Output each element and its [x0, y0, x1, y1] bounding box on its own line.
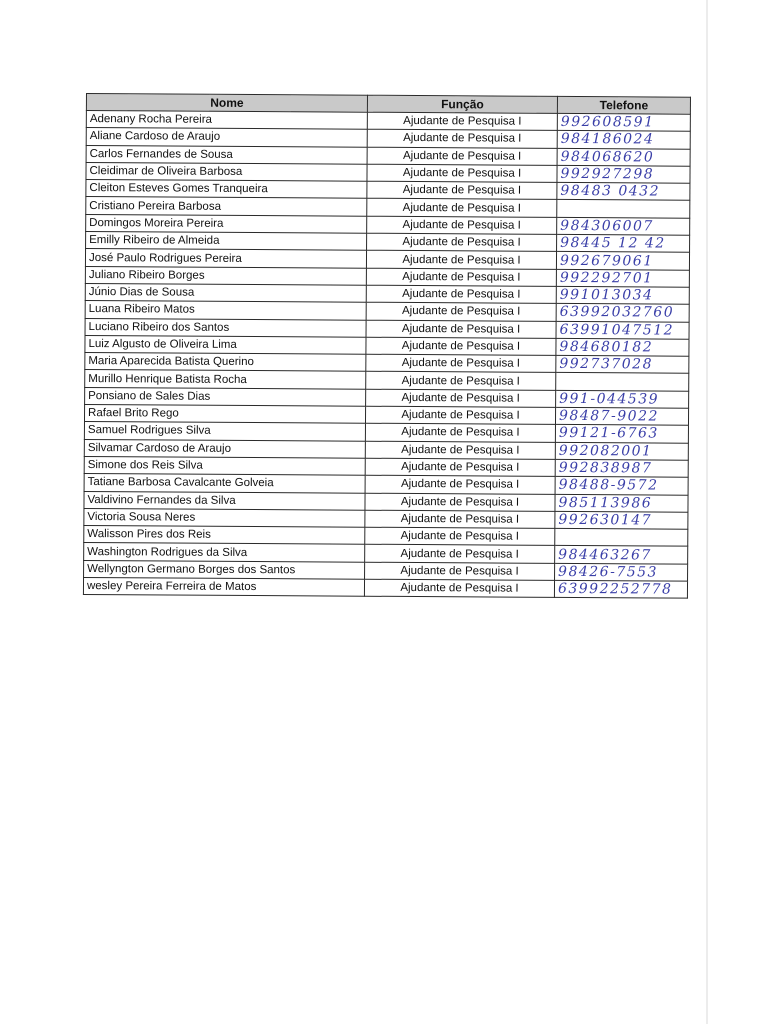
name-cell: Aliane Cardoso de Araujo — [86, 128, 367, 147]
phone-cell: 992630147 — [555, 511, 688, 529]
phone-cell: 992082001 — [555, 442, 688, 460]
function-cell: Ajudante de Pesquisa I — [365, 562, 555, 580]
function-cell: Ajudante de Pesquisa I — [364, 579, 554, 597]
function-cell: Ajudante de Pesquisa I — [365, 527, 555, 545]
phone-cell: 98487-9022 — [555, 407, 688, 425]
phone-cell: 992927298 — [557, 165, 690, 183]
function-cell: Ajudante de Pesquisa I — [367, 216, 557, 234]
phone-cell: 63992252778 — [554, 580, 687, 598]
name-cell: wesley Pereira Ferreira de Matos — [83, 578, 364, 597]
name-cell: Washington Rodrigues da Silva — [84, 543, 365, 562]
phone-cell: 984306007 — [557, 217, 690, 235]
function-cell: Ajudante de Pesquisa I — [367, 233, 557, 251]
header-funcao: Função — [367, 95, 557, 113]
function-cell: Ajudante de Pesquisa I — [365, 493, 555, 511]
function-cell: Ajudante de Pesquisa I — [367, 199, 557, 217]
phone-cell: 63992032760 — [556, 304, 689, 322]
name-cell: Ponsiano de Sales Dias — [85, 387, 366, 406]
function-cell: Ajudante de Pesquisa I — [366, 251, 556, 269]
function-cell: Ajudante de Pesquisa I — [365, 545, 555, 563]
name-cell: Victoria Sousa Neres — [84, 508, 365, 527]
function-cell: Ajudante de Pesquisa I — [365, 458, 555, 476]
phone-cell: 984068620 — [557, 148, 690, 166]
page-edge-shadow — [706, 0, 708, 1024]
phone-cell: 98483 0432 — [557, 183, 690, 201]
name-cell: Wellyngton Germano Borges dos Santos — [84, 560, 365, 579]
phone-cell — [556, 373, 689, 391]
phone-cell: 991013034 — [556, 286, 689, 304]
name-cell: Adenany Rocha Pereira — [86, 111, 367, 130]
name-cell: Cleiton Esteves Gomes Tranqueira — [86, 180, 367, 199]
function-cell: Ajudante de Pesquisa I — [366, 354, 556, 372]
function-cell: Ajudante de Pesquisa I — [365, 475, 555, 493]
phone-cell: 98445 12 42 — [557, 234, 690, 252]
name-cell: Murillo Henrique Batista Rocha — [85, 370, 366, 389]
name-cell: Luana Ribeiro Matos — [85, 301, 366, 320]
header-nome: Nome — [86, 94, 367, 113]
name-cell: Luiz Algusto de Oliveira Lima — [85, 335, 366, 354]
name-cell: José Paulo Rodrigues Pereira — [85, 249, 366, 268]
phone-cell: 992292701 — [556, 269, 689, 287]
name-cell: Juliano Ribeiro Borges — [85, 266, 366, 285]
name-cell: Walisson Pires dos Reis — [84, 526, 365, 545]
name-cell: Rafael Brito Rego — [84, 405, 365, 424]
function-cell: Ajudante de Pesquisa I — [365, 510, 555, 528]
function-cell: Ajudante de Pesquisa I — [367, 181, 557, 199]
phone-cell — [557, 200, 690, 218]
name-cell: Silvamar Cardoso de Araujo — [84, 439, 365, 458]
phone-cell: 985113986 — [555, 494, 688, 512]
function-cell: Ajudante de Pesquisa I — [367, 112, 557, 130]
function-cell: Ajudante de Pesquisa I — [366, 372, 556, 390]
document-sheet — [86, 93, 691, 598]
name-cell: Júnio Dias de Sousa — [85, 283, 366, 302]
name-cell: Samuel Rodrigues Silva — [84, 422, 365, 441]
function-cell: Ajudante de Pesquisa I — [366, 285, 556, 303]
function-cell: Ajudante de Pesquisa I — [366, 302, 556, 320]
phone-cell: 991-044539 — [556, 390, 689, 408]
function-cell: Ajudante de Pesquisa I — [366, 337, 556, 355]
function-cell: Ajudante de Pesquisa I — [366, 320, 556, 338]
name-cell: Luciano Ribeiro dos Santos — [85, 318, 366, 337]
phone-cell: 98426-7553 — [555, 563, 688, 581]
name-cell: Emilly Ribeiro de Almeida — [86, 232, 367, 251]
phone-cell: 984680182 — [556, 338, 689, 356]
name-cell: Cleidimar de Oliveira Barbosa — [86, 162, 367, 181]
name-cell: Cristiano Pereira Barbosa — [86, 197, 367, 216]
function-cell: Ajudante de Pesquisa I — [365, 441, 555, 459]
name-cell: Domingos Moreira Pereira — [86, 214, 367, 233]
name-cell: Tatiane Barbosa Cavalcante Golveia — [84, 474, 365, 493]
table-body — [83, 111, 690, 599]
phone-cell: 99121-6763 — [555, 425, 688, 443]
staff-table — [83, 93, 691, 599]
header-telefone: Telefone — [557, 96, 690, 114]
name-cell: Maria Aparecida Batista Querino — [85, 353, 366, 372]
name-cell: Valdivino Fernandes da Silva — [84, 491, 365, 510]
function-cell: Ajudante de Pesquisa I — [365, 424, 555, 442]
function-cell: Ajudante de Pesquisa I — [365, 406, 555, 424]
phone-cell: 63991047512 — [556, 321, 689, 339]
phone-cell: 992608591 — [557, 113, 690, 131]
function-cell: Ajudante de Pesquisa I — [367, 130, 557, 148]
function-cell: Ajudante de Pesquisa I — [367, 164, 557, 182]
function-cell: Ajudante de Pesquisa I — [366, 268, 556, 286]
phone-cell: 992737028 — [556, 356, 689, 374]
name-cell: Simone dos Reis Silva — [84, 456, 365, 475]
function-cell: Ajudante de Pesquisa I — [367, 147, 557, 165]
name-cell: Carlos Fernandes de Sousa — [86, 145, 367, 164]
function-cell: Ajudante de Pesquisa I — [366, 389, 556, 407]
table-row — [83, 578, 687, 599]
phone-cell: 984463267 — [555, 546, 688, 564]
phone-cell — [555, 528, 688, 546]
phone-cell: 992838987 — [555, 459, 688, 477]
phone-cell: 984186024 — [557, 131, 690, 149]
phone-cell: 98488-9572 — [555, 477, 688, 495]
phone-cell: 992679061 — [556, 252, 689, 270]
